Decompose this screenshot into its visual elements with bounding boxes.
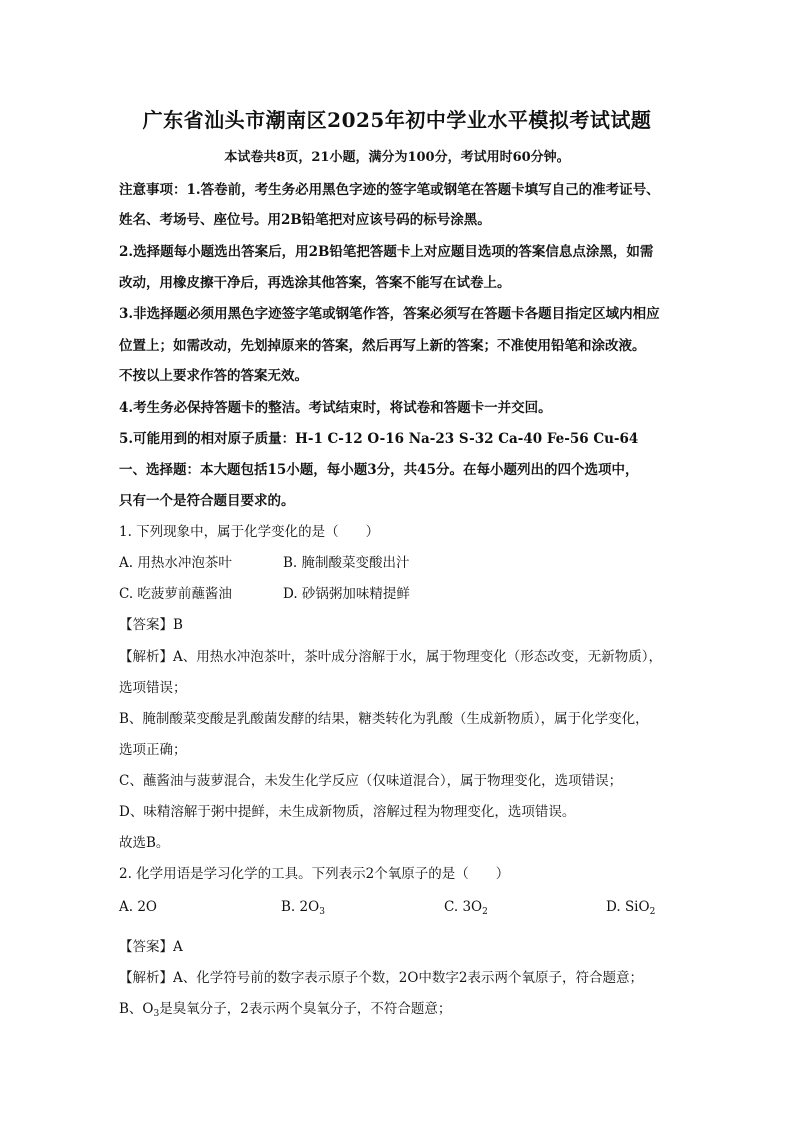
q1-analysis-line: C、蘸酱油与菠萝混合，未发生化学反应（仅味道混合），属于物理变化，选项错误； (119, 773, 623, 789)
question-1-stem: 1. 下列现象中，属于化学变化的是（ ） (119, 524, 380, 540)
notes-line: 4.考生务必保持答题卡的整洁。考试结束时，将试卷和答题卡一并交回。 (119, 400, 552, 416)
q1-analysis-line: 选项正确； (119, 742, 187, 758)
q2-analysis-line: 【解析】A、化学符号前的数字表示原子个数，2O中数字2表示两个氧原子，符合题意； (119, 970, 643, 986)
q1-option-c: C. 吃菠萝前蘸酱油 (119, 586, 232, 602)
q2-option-a: A. 2O (119, 899, 158, 915)
notes-line: 注意事项：1.答卷前，考生务必用黑色字迹的签字笔或钢笔在答题卡填写自己的准考证号、 (119, 182, 660, 198)
q1-analysis-line: 【解析】A、用热水冲泡茶叶，茶叶成分溶解于水，属于物理变化（形态改变，无新物质）， (119, 649, 662, 665)
q2-option-c: C. $3O_2$ (444, 899, 488, 917)
q2-answer: 【答案】A (119, 939, 183, 955)
notes-line: 不按以上要求作答的答案无效。 (119, 368, 308, 384)
page-title: 广东省汕头市潮南区2025年初中学业水平模拟考试试题 (142, 108, 652, 132)
notes-line: 改动，用橡皮擦干净后，再选涂其他答案，答案不能写在试卷上。 (119, 275, 511, 291)
q2-analysis-line: B、$O_3$是臭氧分子，2表示两个臭氧分子，不符合题意； (119, 1001, 452, 1019)
q1-option-b: B. 腌制酸菜变酸出汁 (283, 555, 410, 571)
notes-line: 姓名、考场号、座位号。用2B铅笔把对应该号码的标号涂黑。 (119, 212, 491, 228)
q2-option-d: D. SiO$_2$ (606, 899, 656, 917)
notes-line: 2.选择题每小题选出答案后，用2B铅笔把答题卡上对应题目选项的答案信息点涂黑，如需 (119, 244, 654, 260)
notes-line: 3.非选择题必须用黑色字迹签字笔或钢笔作答，答案必须写在答题卡各题目指定区域内相应 (119, 306, 660, 322)
q1-analysis-line: 选项错误； (119, 680, 187, 696)
exam-info: 本试卷共8页，21小题，满分为100分，考试用时60分钟。 (224, 150, 570, 165)
notes-line: 位置上；如需改动，先划掉原来的答案，然后再写上新的答案；不准使用铅笔和涂改液。 (119, 338, 646, 354)
q1-conclusion: 故选B。 (119, 835, 170, 851)
section-heading: 只有一个是符合题目要求的。 (119, 493, 295, 509)
section-heading: 一、选择题：本大题包括15小题，每小题3分，共45分。在每小题列出的四个选项中， (119, 462, 639, 478)
q1-analysis-line: B、腌制酸菜变酸是乳酸菌发酵的结果，糖类转化为乳酸（生成新物质），属于化学变化， (119, 711, 649, 727)
q2-option-b: B. $2O_3$ (281, 899, 325, 917)
q1-analysis-line: D、味精溶解于粥中提鲜，未生成新物质，溶解过程为物理变化，选项错误。 (119, 804, 576, 820)
q1-answer: 【答案】B (119, 617, 183, 633)
q1-option-a: A. 用热水冲泡茶叶 (119, 555, 232, 571)
q1-option-d: D. 砂锅粥加味精提鲜 (283, 586, 410, 602)
notes-line: 5.可能用到的相对原子质量：H-1 C-12 O-16 Na-23 S-32 Ca-40 Fe-56 Cu-64 (119, 431, 639, 447)
question-2-stem: 2. 化学用语是学习化学的工具。下列表示2个氧原子的是（ ） (119, 866, 510, 882)
